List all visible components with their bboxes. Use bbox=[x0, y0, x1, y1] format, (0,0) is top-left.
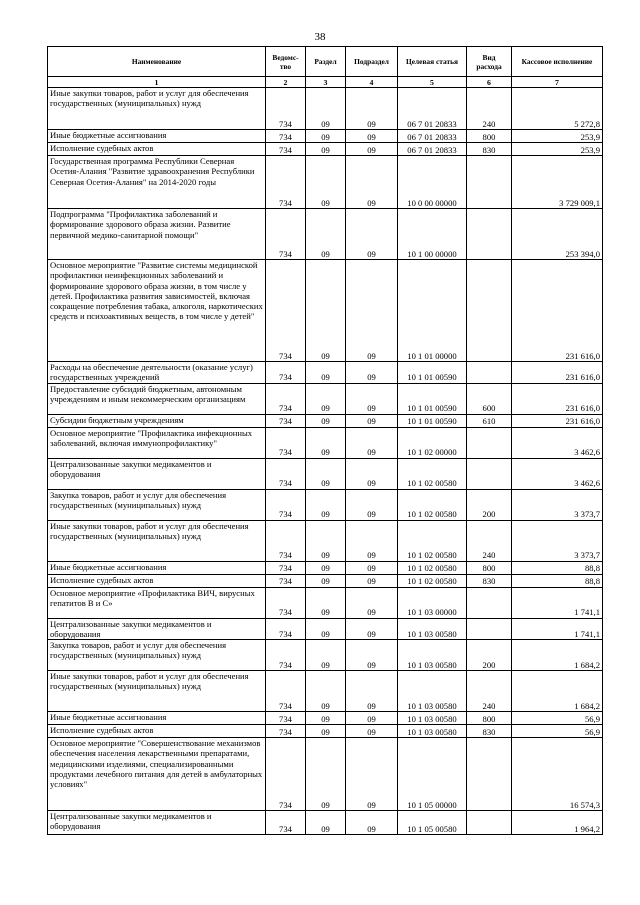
table-row bbox=[48, 725, 603, 738]
row-amount-cell: 1 964,2 bbox=[512, 811, 603, 835]
row-type-cell: 200 bbox=[467, 489, 512, 520]
row-dept-cell: 734 bbox=[266, 618, 306, 640]
row-name-cell: Исполнение судебных актов bbox=[48, 574, 266, 587]
table-row bbox=[48, 574, 603, 587]
row-type-cell: 240 bbox=[467, 671, 512, 712]
row-subsection-cell: 09 bbox=[346, 587, 398, 618]
row-target-cell: 10 1 02 00580 bbox=[398, 561, 467, 574]
row-name-cell: Иные бюджетные ассигнования bbox=[48, 712, 266, 725]
row-type-cell bbox=[467, 458, 512, 489]
row-dept-cell: 734 bbox=[266, 811, 306, 835]
row-name-cell: Иные бюджетные ассигнования bbox=[48, 561, 266, 574]
row-section-cell: 09 bbox=[306, 725, 346, 738]
row-dept-cell: 734 bbox=[266, 725, 306, 738]
row-type-cell: 800 bbox=[467, 130, 512, 143]
table-row bbox=[48, 458, 603, 489]
table-row bbox=[48, 811, 603, 835]
row-amount-cell: 253 394,0 bbox=[512, 209, 603, 260]
row-dept-cell: 734 bbox=[266, 520, 306, 561]
row-section-cell: 09 bbox=[306, 458, 346, 489]
row-amount-cell: 231 616,0 bbox=[512, 362, 603, 384]
row-section-cell: 09 bbox=[306, 574, 346, 587]
row-subsection-cell: 09 bbox=[346, 618, 398, 640]
row-amount-cell: 253,9 bbox=[512, 130, 603, 143]
row-name-cell: Централизованные закупки медикаментов и оборудования bbox=[48, 811, 266, 835]
row-section-cell: 09 bbox=[306, 712, 346, 725]
row-target-cell: 10 1 02 00580 bbox=[398, 489, 467, 520]
row-section-cell: 09 bbox=[306, 587, 346, 618]
row-name-cell: Субсидии бюджетным учреждениям bbox=[48, 414, 266, 427]
row-subsection-cell: 09 bbox=[346, 561, 398, 574]
row-name-cell: Иные закупки товаров, работ и услуг для обеспечения государственных (муниципальных) нужд bbox=[48, 520, 266, 561]
row-subsection-cell: 09 bbox=[346, 383, 398, 414]
row-type-cell: 830 bbox=[467, 143, 512, 156]
row-amount-cell: 3 729 009,1 bbox=[512, 156, 603, 209]
row-subsection-cell: 09 bbox=[346, 427, 398, 458]
row-type-cell bbox=[467, 811, 512, 835]
row-target-cell: 10 1 03 00580 bbox=[398, 725, 467, 738]
row-subsection-cell: 09 bbox=[346, 88, 398, 130]
table-row bbox=[48, 260, 603, 362]
row-amount-cell: 1 741,1 bbox=[512, 587, 603, 618]
column-number: 7 bbox=[512, 77, 603, 88]
column-number: 5 bbox=[398, 77, 467, 88]
row-section-cell: 09 bbox=[306, 156, 346, 209]
row-name-cell: Основное мероприятие "Профилактика инфекционных заболеваний, включая иммунопрофилактику" bbox=[48, 427, 266, 458]
row-target-cell: 10 1 02 00580 bbox=[398, 520, 467, 561]
table-row bbox=[48, 383, 603, 414]
table-row bbox=[48, 561, 603, 574]
row-amount-cell: 88,8 bbox=[512, 561, 603, 574]
row-type-cell bbox=[467, 427, 512, 458]
row-dept-cell: 734 bbox=[266, 383, 306, 414]
table-row bbox=[48, 427, 603, 458]
row-target-cell: 10 1 02 00000 bbox=[398, 427, 467, 458]
row-section-cell: 09 bbox=[306, 362, 346, 384]
row-type-cell bbox=[467, 209, 512, 260]
row-dept-cell: 734 bbox=[266, 640, 306, 671]
row-section-cell: 09 bbox=[306, 640, 346, 671]
row-subsection-cell: 09 bbox=[346, 811, 398, 835]
page-number: 38 bbox=[314, 31, 326, 43]
table-row bbox=[48, 520, 603, 561]
row-amount-cell: 231 616,0 bbox=[512, 260, 603, 362]
row-section-cell: 09 bbox=[306, 414, 346, 427]
row-name-cell: Расходы на обеспечение деятельности (оказание услуг) государственных учреждений bbox=[48, 362, 266, 384]
table-row bbox=[48, 209, 603, 260]
row-type-cell: 600 bbox=[467, 383, 512, 414]
row-dept-cell: 734 bbox=[266, 489, 306, 520]
row-section-cell: 09 bbox=[306, 88, 346, 130]
row-section-cell: 09 bbox=[306, 811, 346, 835]
row-subsection-cell: 09 bbox=[346, 725, 398, 738]
row-target-cell: 10 1 01 00590 bbox=[398, 414, 467, 427]
row-type-cell: 240 bbox=[467, 520, 512, 561]
row-amount-cell: 3 373,7 bbox=[512, 520, 603, 561]
row-name-cell: Иные бюджетные ассигнования bbox=[48, 130, 266, 143]
row-amount-cell: 3 373,7 bbox=[512, 489, 603, 520]
row-type-cell bbox=[467, 362, 512, 384]
row-section-cell: 09 bbox=[306, 520, 346, 561]
row-subsection-cell: 09 bbox=[346, 414, 398, 427]
table-row bbox=[48, 587, 603, 618]
row-target-cell: 10 1 05 00580 bbox=[398, 811, 467, 835]
row-name-cell: Закупка товаров, работ и услуг для обеспечения государственных (муниципальных) нужд bbox=[48, 640, 266, 671]
table-row bbox=[48, 671, 603, 712]
table-row bbox=[48, 712, 603, 725]
row-name-cell: Основное мероприятие «Профилактика ВИЧ, вирусных гепатитов В и С» bbox=[48, 587, 266, 618]
row-section-cell: 09 bbox=[306, 561, 346, 574]
row-type-cell bbox=[467, 618, 512, 640]
row-name-cell: Исполнение судебных актов bbox=[48, 725, 266, 738]
table-body bbox=[48, 88, 603, 835]
row-dept-cell: 734 bbox=[266, 260, 306, 362]
row-section-cell: 09 bbox=[306, 738, 346, 811]
row-amount-cell: 1 741,1 bbox=[512, 618, 603, 640]
row-subsection-cell: 09 bbox=[346, 209, 398, 260]
column-number: 3 bbox=[306, 77, 346, 88]
table-row bbox=[48, 362, 603, 384]
row-amount-cell: 1 684,2 bbox=[512, 671, 603, 712]
row-subsection-cell: 09 bbox=[346, 489, 398, 520]
row-section-cell: 09 bbox=[306, 260, 346, 362]
row-name-cell: Подпрограмма "Профилактика заболеваний и формирование здорового образа жизни. Развитие первичной медико-санитарной помощи" bbox=[48, 209, 266, 260]
row-target-cell: 10 1 00 00000 bbox=[398, 209, 467, 260]
header-amount: Кассовое исполнение bbox=[512, 47, 603, 77]
row-dept-cell: 734 bbox=[266, 427, 306, 458]
table-row bbox=[48, 156, 603, 209]
row-subsection-cell: 09 bbox=[346, 143, 398, 156]
table-row bbox=[48, 88, 603, 130]
row-subsection-cell: 09 bbox=[346, 156, 398, 209]
header-row bbox=[48, 47, 603, 77]
row-subsection-cell: 09 bbox=[346, 640, 398, 671]
row-dept-cell: 734 bbox=[266, 712, 306, 725]
row-subsection-cell: 09 bbox=[346, 712, 398, 725]
row-name-cell: Иные закупки товаров, работ и услуг для обеспечения государственных (муниципальных) нужд bbox=[48, 88, 266, 130]
table-row bbox=[48, 414, 603, 427]
row-subsection-cell: 09 bbox=[346, 520, 398, 561]
header-dept: Ведомс-тво bbox=[266, 47, 306, 77]
row-dept-cell: 734 bbox=[266, 88, 306, 130]
table-row bbox=[48, 738, 603, 811]
row-amount-cell: 3 462,6 bbox=[512, 458, 603, 489]
row-amount-cell: 88,8 bbox=[512, 574, 603, 587]
header-type: Вид расхода bbox=[467, 47, 512, 77]
row-target-cell: 10 1 03 00000 bbox=[398, 587, 467, 618]
row-target-cell: 10 1 03 00580 bbox=[398, 712, 467, 725]
row-dept-cell: 734 bbox=[266, 130, 306, 143]
row-dept-cell: 734 bbox=[266, 561, 306, 574]
row-dept-cell: 734 bbox=[266, 587, 306, 618]
row-amount-cell: 16 574,3 bbox=[512, 738, 603, 811]
row-type-cell: 800 bbox=[467, 561, 512, 574]
row-dept-cell: 734 bbox=[266, 209, 306, 260]
table-row bbox=[48, 489, 603, 520]
row-dept-cell: 734 bbox=[266, 143, 306, 156]
row-subsection-cell: 09 bbox=[346, 458, 398, 489]
row-section-cell: 09 bbox=[306, 130, 346, 143]
table-row bbox=[48, 143, 603, 156]
row-name-cell: Государственная программа Республики Северная Осетия-Алания "Развитие здравоохранения Республики Северная Осетия-Алания" на 2014-2020 годы bbox=[48, 156, 266, 209]
row-type-cell bbox=[467, 260, 512, 362]
column-number: 4 bbox=[346, 77, 398, 88]
column-number: 6 bbox=[467, 77, 512, 88]
row-target-cell: 06 7 01 20833 bbox=[398, 88, 467, 130]
row-dept-cell: 734 bbox=[266, 671, 306, 712]
column-number: 2 bbox=[266, 77, 306, 88]
row-amount-cell: 231 616,0 bbox=[512, 414, 603, 427]
row-section-cell: 09 bbox=[306, 143, 346, 156]
row-dept-cell: 734 bbox=[266, 574, 306, 587]
row-amount-cell: 56,9 bbox=[512, 712, 603, 725]
row-section-cell: 09 bbox=[306, 618, 346, 640]
table-row bbox=[48, 130, 603, 143]
header-subsection: Подраздел bbox=[346, 47, 398, 77]
row-subsection-cell: 09 bbox=[346, 738, 398, 811]
row-target-cell: 10 1 02 00580 bbox=[398, 458, 467, 489]
row-target-cell: 10 1 03 00580 bbox=[398, 640, 467, 671]
row-subsection-cell: 09 bbox=[346, 574, 398, 587]
row-type-cell bbox=[467, 156, 512, 209]
row-amount-cell: 5 272,8 bbox=[512, 88, 603, 130]
row-subsection-cell: 09 bbox=[346, 260, 398, 362]
row-target-cell: 10 1 01 00590 bbox=[398, 383, 467, 414]
row-target-cell: 10 1 01 00590 bbox=[398, 362, 467, 384]
row-subsection-cell: 09 bbox=[346, 362, 398, 384]
row-section-cell: 09 bbox=[306, 383, 346, 414]
row-amount-cell: 253,9 bbox=[512, 143, 603, 156]
row-target-cell: 06 7 01 20833 bbox=[398, 143, 467, 156]
row-name-cell: Основное мероприятие "Совершенствование механизмов обеспечения населения лекарственными препаратами, медицинскими изделиями, специализированными продуктами лечебного питания для детей в амбулаторных условиях" bbox=[48, 738, 266, 811]
row-target-cell: 10 0 00 00000 bbox=[398, 156, 467, 209]
budget-execution-table bbox=[47, 46, 603, 835]
row-type-cell: 200 bbox=[467, 640, 512, 671]
row-amount-cell: 1 684,2 bbox=[512, 640, 603, 671]
row-subsection-cell: 09 bbox=[346, 671, 398, 712]
row-type-cell: 830 bbox=[467, 725, 512, 738]
row-type-cell: 240 bbox=[467, 88, 512, 130]
row-amount-cell: 56,9 bbox=[512, 725, 603, 738]
row-target-cell: 10 1 02 00580 bbox=[398, 574, 467, 587]
row-dept-cell: 734 bbox=[266, 414, 306, 427]
header-section: Раздел bbox=[306, 47, 346, 77]
row-name-cell: Иные закупки товаров, работ и услуг для обеспечения государственных (муниципальных) нужд bbox=[48, 671, 266, 712]
row-amount-cell: 231 616,0 bbox=[512, 383, 603, 414]
row-section-cell: 09 bbox=[306, 671, 346, 712]
row-target-cell: 06 7 01 20833 bbox=[398, 130, 467, 143]
row-dept-cell: 734 bbox=[266, 738, 306, 811]
row-name-cell: Исполнение судебных актов bbox=[48, 143, 266, 156]
row-type-cell: 830 bbox=[467, 574, 512, 587]
table-row bbox=[48, 640, 603, 671]
header-name: Наименование bbox=[48, 47, 266, 77]
row-section-cell: 09 bbox=[306, 427, 346, 458]
row-name-cell: Централизованные закупки медикаментов и оборудования bbox=[48, 458, 266, 489]
row-amount-cell: 3 462,6 bbox=[512, 427, 603, 458]
row-dept-cell: 734 bbox=[266, 362, 306, 384]
row-name-cell: Основное мероприятие "Развитие системы медицинской профилактики неинфекционных заболеваний и формирование здорового образа жизни, в том числе у детей. Профилактика развития зависимостей, включая сокращение потребления табака, алкоголя, наркотических средств и психоактивных веществ, в том числе у детей" bbox=[48, 260, 266, 362]
row-type-cell: 800 bbox=[467, 712, 512, 725]
row-dept-cell: 734 bbox=[266, 156, 306, 209]
row-type-cell bbox=[467, 587, 512, 618]
row-type-cell: 610 bbox=[467, 414, 512, 427]
row-section-cell: 09 bbox=[306, 489, 346, 520]
row-target-cell: 10 1 03 00580 bbox=[398, 671, 467, 712]
column-number-row bbox=[48, 77, 603, 88]
row-name-cell: Закупка товаров, работ и услуг для обеспечения государственных (муниципальных) нужд bbox=[48, 489, 266, 520]
column-number: 1 bbox=[48, 77, 266, 88]
header-target: Целевая статья bbox=[398, 47, 467, 77]
row-name-cell: Централизованные закупки медикаментов и оборудования bbox=[48, 618, 266, 640]
row-subsection-cell: 09 bbox=[346, 130, 398, 143]
row-dept-cell: 734 bbox=[266, 458, 306, 489]
row-target-cell: 10 1 03 00580 bbox=[398, 618, 467, 640]
row-name-cell: Предоставление субсидий бюджетным, автономным учреждениям и иным некоммерческим организациям bbox=[48, 383, 266, 414]
table-row bbox=[48, 618, 603, 640]
row-section-cell: 09 bbox=[306, 209, 346, 260]
row-target-cell: 10 1 05 00000 bbox=[398, 738, 467, 811]
row-type-cell bbox=[467, 738, 512, 811]
row-target-cell: 10 1 01 00000 bbox=[398, 260, 467, 362]
